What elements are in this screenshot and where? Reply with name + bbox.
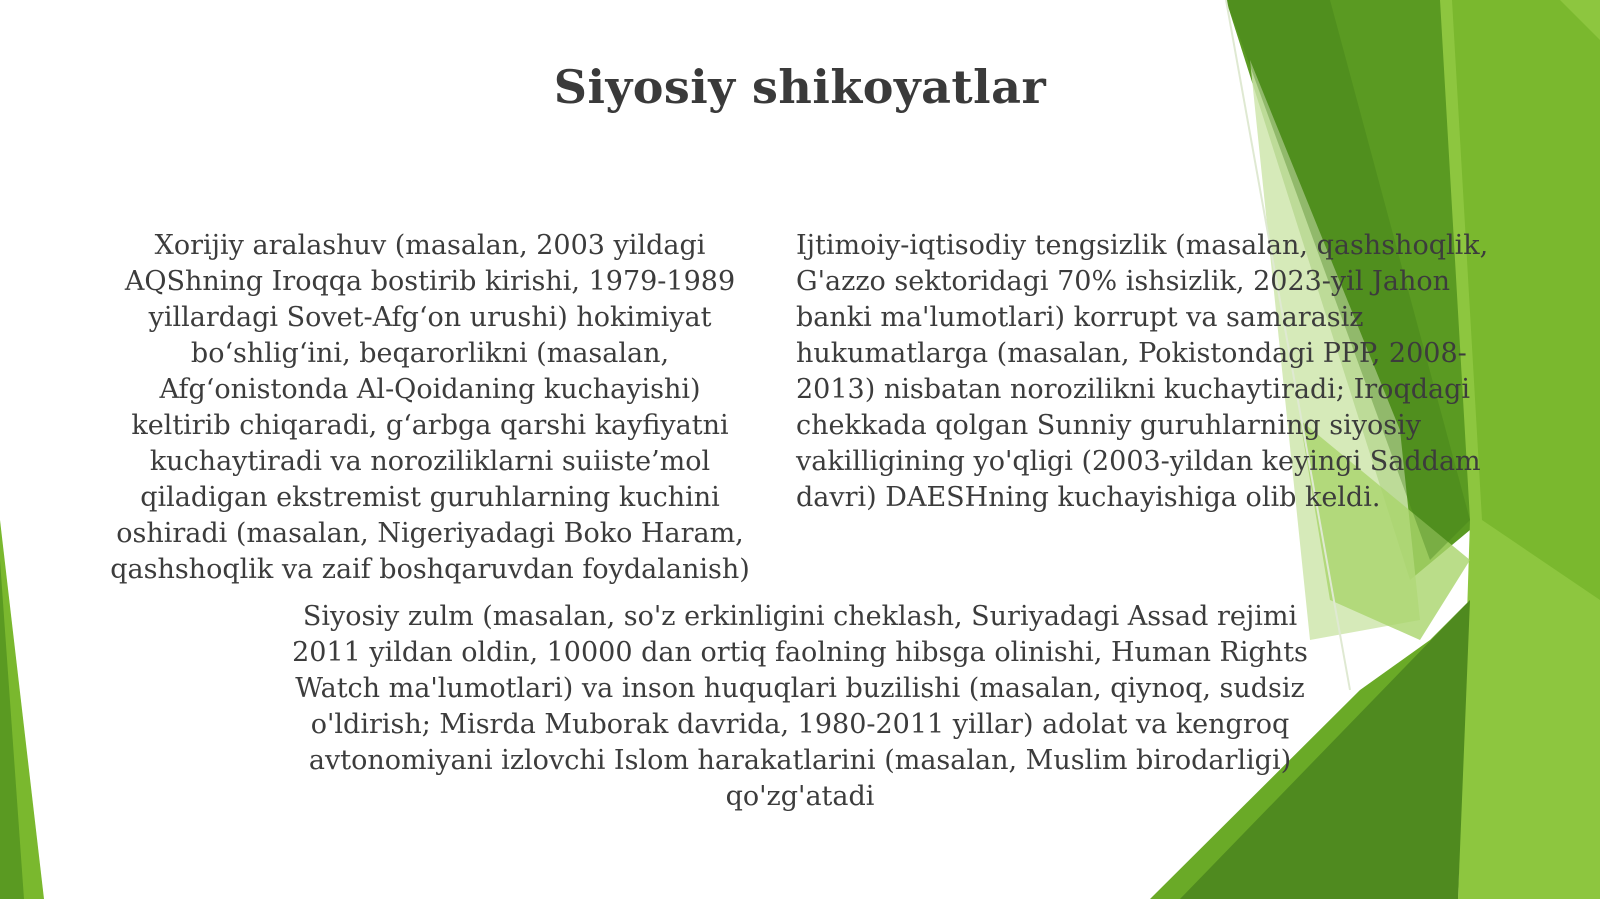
left-paragraph: Xorijiy aralashuv (masalan, 2003 yildagi AQShning Iroqqa bostirib kirishi, 1979-1989 yillardagi Sovet-Afg‘on urushi) hokimiyat bo‘shlig‘ini, beqarorlikni (masalan, Afg‘onistonda Al-Qoidaning kuchayishi) keltirib chiqaradi, g‘arbga qarshi kayfiyatni kuchaytiradi va noroziliklarni suiiste’mol qiladigan ekstremist guruhlarning kuchini oshiradi (masalan, Nigeriyadagi Boko Haram, qashshoqlik va zaif boshqaruvdan foydalanish) bbox=[110, 230, 750, 585]
right-paragraph: Ijtimoiy-iqtisodiy tengsizlik (masalan, qashshoqlik, G'azzo sektoridagi 70% ishsizlik, 2023-yil Jahon banki ma'lumotlari) korrupt va samarasiz hukumatlarga (masalan, Pokistondagi PPP, 2008-2013) nisbatan norozilikni kuchaytiradi; Iroqdagi chekkada qolgan Sunniy guruhlarning siyosiy vakilligining yo'qligi (2003-yildan keyingi Saddam davri) DAESHning kuchayishiga olib keldi. bbox=[796, 230, 1489, 513]
bottom-paragraph: Siyosiy zulm (masalan, so'z erkinligini cheklash, Suriyadagi Assad rejimi 2011 yildan oldin, 10000 dan ortiq faolning hibsga olinishi, Human Rights Watch ma'lumotlari) va inson huquqlari buzilishi (masalan, qiynoq, sudsiz o'ldirish; Misrda Muborak davrida, 1980-2011 yillar) adolat va kengroq avtonomiyani izlovchi Islom harakatlarini (masalan, Muslim birodarligi) qo'zg'atadi bbox=[292, 601, 1308, 812]
slide-title: Siyosiy shikoyatlar bbox=[553, 60, 1047, 114]
